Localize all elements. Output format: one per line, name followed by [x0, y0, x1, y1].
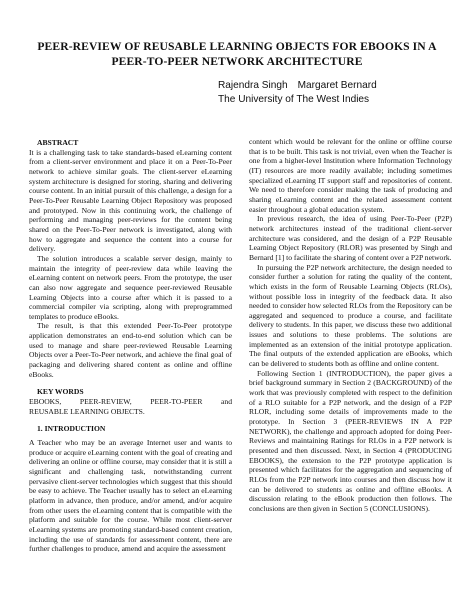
author-block	[218, 79, 418, 107]
introduction-paragraph-5: Following Section 1 (INTRODUCTION), the paper gives a brief background summary in Section 2 (BACKGROUND) of the work that was previously completed with respect to the definition of a RLO suitable for a P2P network, and the design of a P2P RLOR, including some details of improvements made to the prototype. In Section 3 (PEER-REVIEWS IN A P2P NETWORK), the challenge and approach adopted for doing Peer-Reviews and maintaining Ratings for RLOs in a P2P network is presented and then discussed. Next, in Section 4 (PRODUCING EBOOKS), the extension to the P2P prototype application is presented which facilitates for the aggregation and sequencing of RLOs from the P2P network into courses and then discuss how it can be delivered to students as online and offline eBooks. A discussion relating to the eBook production then follows. The conclusions are then given in Section 5 (CONCLUSIONS).	[249, 368, 452, 513]
author-1: Rajendra Singh	[218, 80, 288, 91]
author-names	[218, 79, 418, 93]
introduction-paragraph-3: In previous research, the idea of using Peer-To-Peer (P2P) network architectures instead of the traditional client-server architecture was considered, and the design of a P2P Reusable Learning Object Repository (RLOR) was presented by Singh and Bernard [1] to facilitate the sharing of content over a P2P network.	[249, 214, 452, 262]
author-2: Margaret Bernard	[297, 80, 377, 91]
introduction-paragraph-1: A Teacher who may be an average Internet user and wants to produce or acquire eLearning content with the goal of creating and delivering an online or offline course, may consider that it is still a significant and challenging task, notwithstanding current pervasive client-server technologies which suggest that this should be easy to achieve. The Teacher usually has to select an eLearning platform in advance, then produce, and/or amend, and/or acquire from other users the eLearning content that is compatible with the platform and suitable for the course. While most client-server eLearning systems are promoting standard-based content creation, including the use of standards for assessment content, there are further challenges to produce, amend and acquire the assessment	[29, 438, 232, 554]
abstract-heading: ABSTRACT	[37, 138, 79, 147]
keywords-heading: KEY WORDS	[37, 387, 84, 397]
affiliation: The University of The West Indies	[218, 94, 370, 105]
title-line-2: PEER-TO-PEER NETWORK ARCHITECTURE	[111, 55, 363, 68]
keywords-line-2: REUSABLE LEARNING OBJECTS.	[29, 406, 145, 416]
abstract-paragraph-1: It is a challenging task to take standards-based eLearning content from a client-server environment and place it on a Peer-To-Peer network to achieve similar goals. The client-server eLearning system architecture is designed for storing, sharing and delivering course content. In an initial pursuit of this challenge, a design for a Peer-To-Peer Reusable Learning Object Repository was proposed and prototyped. Now in this continuing work, the challenge of performing and managing peer-reviews for the content being shared on the Peer-To-Peer network is investigated, along with how to aggregate and sequence the content into a course for delivery.	[29, 147, 232, 254]
keywords-line-1	[29, 397, 232, 407]
introduction-paragraph-2: content which would be relevant for the online or offline course that is to be built. This task is not trivial, even when the Teacher is one from a higher-level Institution where Information Technology (IT) resources are more readily available; including sometimes specialized eLearning IT support staff and repositories of content. We need to therefore consider making the task of producing and sharing eLearning content and the related assessment content easier throughout a global education system.	[249, 137, 452, 214]
paper-title	[20, 39, 454, 69]
title-line-1: PEER-REVIEW OF REUSABLE LEARNING OBJECTS FOR EBOOKS IN A	[37, 40, 437, 53]
left-column	[29, 138, 232, 554]
keyword-1: EBOOKS,	[29, 397, 62, 407]
introduction-heading: 1. INTRODUCTION	[37, 424, 106, 434]
abstract-paragraph-2: The solution introduces a scalable server design, mainly to maintain the integrity of peer-review data while leaving the eLearning content on network peers. From the prototype, the user can also now aggregate and sequence peer-reviewed Reusable Learning Objects into a course after which it is passed to a commercial compiler via scripting, along with preprogrammed templates to produce eBooks.	[29, 253, 232, 321]
keyword-2: PEER-REVIEW,	[79, 397, 132, 407]
keyword-3: PEER-TO-PEER	[150, 397, 203, 407]
introduction-paragraph-4: In pursuing the P2P network architecture, the design needed to consider further a solution for rating the quality of the content, which exists in the form of Reusable Learning Objects (RLOs), without possible loss in integrity of the feedback data. It also needed to consider how selected RLOs from the Repository can be aggregated and sequenced to produce a course, and facilitate delivery to students. In this paper, we discuss these two additional issues and solutions to these problems. The solutions are implemented as an extension of the initial prototype application. The final outputs of the extended application are eBooks, which can be delivered to students both as offline and online content.	[249, 262, 452, 369]
keyword-and: and	[221, 397, 232, 407]
right-column	[249, 137, 452, 514]
abstract-paragraph-3: The result, is that this extended Peer-To-Peer prototype application demonstrates an end-to-end solution which can be used to manage and share peer-reviewed Reusable Learning Objects over a Peer-To-Peer network, and achieve the final goal of packaging and delivering shared content as online and offline eBooks.	[29, 321, 232, 379]
